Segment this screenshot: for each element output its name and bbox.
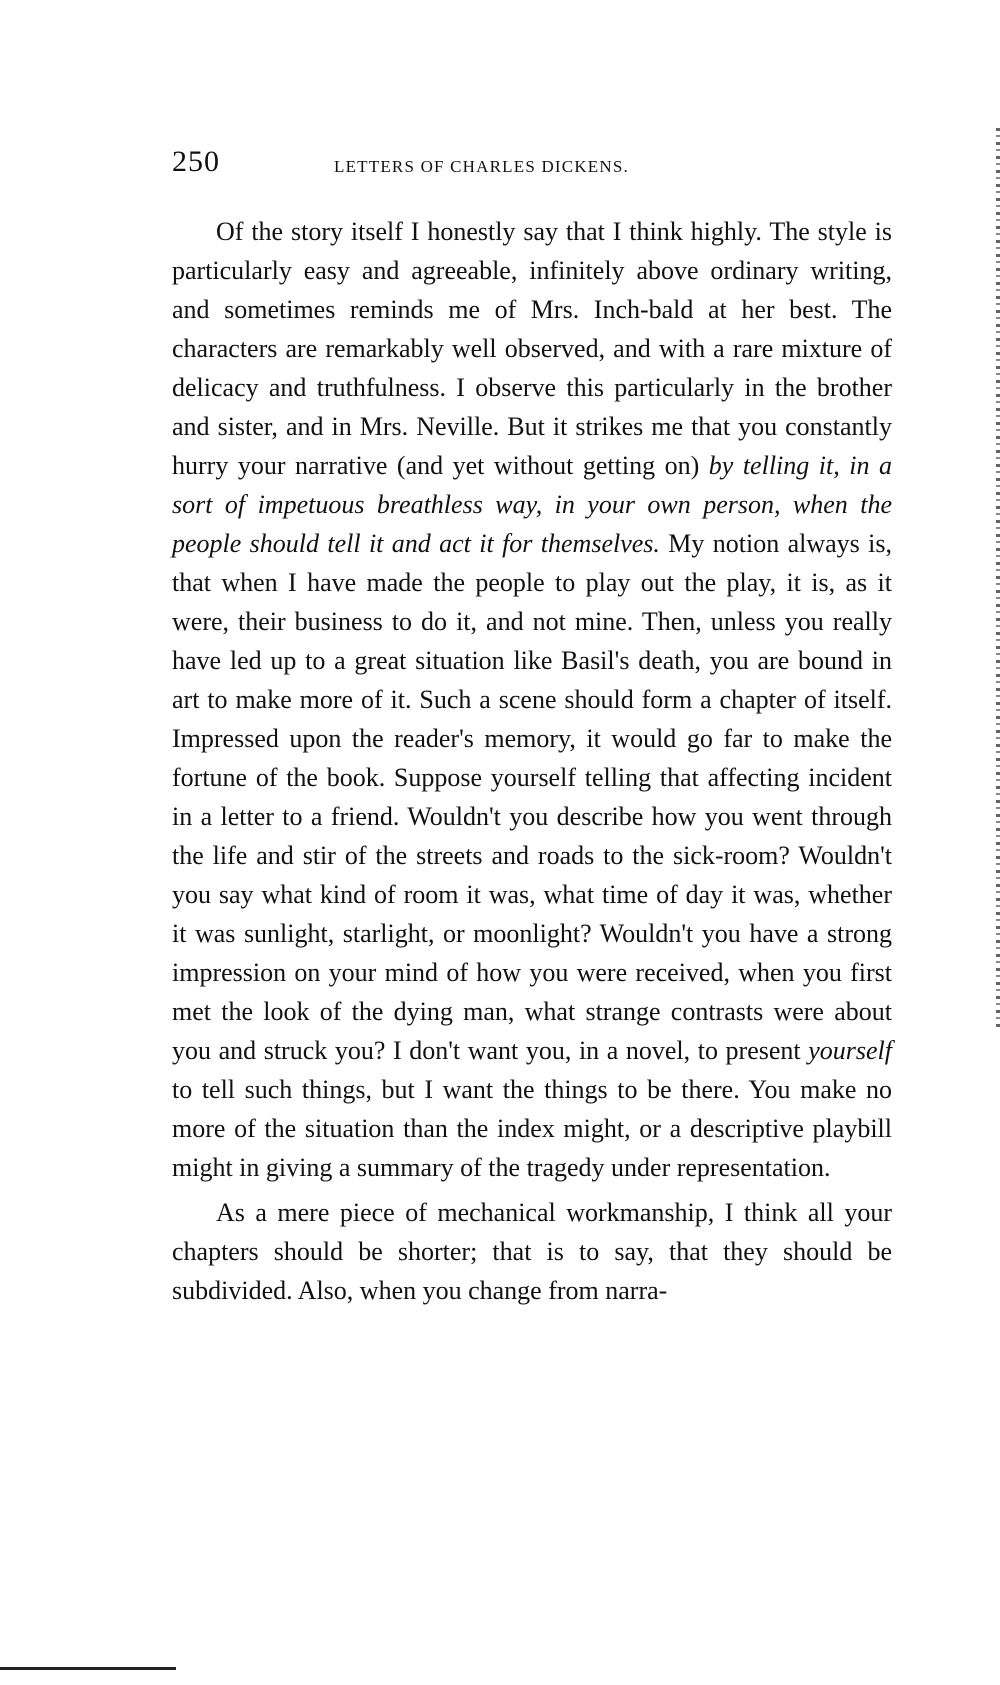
scan-edge-artifact (996, 128, 1000, 1028)
page-header (172, 145, 892, 185)
paragraph-1-text-a: Of the story itself I honestly say that I think highly. The style is particularly easy and agreeable, infinitely above ordinary writing, and sometimes reminds me of Mrs. Inch-bald at her best. The characters are remarkably well observed, and with a rare mixture of delicacy and truthfulness. I observe this particularly in the brother and sister, and in Mrs. Neville. But it strikes me that you constantly hurry your narrative (and yet without getting on) (172, 217, 892, 480)
paragraph-1-italic-a: by telling it, in a sort of impetuous breathless way, in your own person, when the people should tell it and act it for themselves. (172, 451, 892, 558)
running-head: LETTERS OF CHARLES DICKENS. (334, 157, 629, 176)
paragraph-1-text-c: to tell such things, but I want the things to be there. You make no more of the situation than the index might, or a descriptive playbill might in giving a summary of the tragedy under representation. (172, 1075, 892, 1182)
paragraph-1-italic-b: yourself (808, 1036, 892, 1065)
page-number: 250 (172, 145, 220, 178)
paragraph-2: As a mere piece of mechanical workmanship, I think all your chapters should be shorter; that is to say, that they should be subdivided. Also, when you change from narra- (172, 1198, 892, 1305)
bottom-rule (0, 1667, 176, 1670)
letter-body (172, 212, 892, 1310)
paragraph-1-text-b: My notion always is, that when I have made the people to play out the play, it is, as it were, their business to do it, and not mine. Then, unless you really have led up to a great situation like Basil's death, you are bound in art to make more of it. Such a scene should form a chapter of itself. Impressed upon the reader's memory, it would go far to make the fortune of the book. Suppose yourself telling that affecting incident in a letter to a friend. Wouldn't you describe how you went through the life and stir of the streets and roads to the sick-room? Wouldn't you say what kind of room it was, what time of day it was, whether it was sunlight, starlight, or moonlight? Wouldn't you have a strong impression on your mind of how you were received, when you first met the look of the dying man, what strange contrasts were about you and struck you? I don't want you, in a novel, to present (172, 529, 892, 1065)
paragraph-1 (172, 212, 892, 1187)
